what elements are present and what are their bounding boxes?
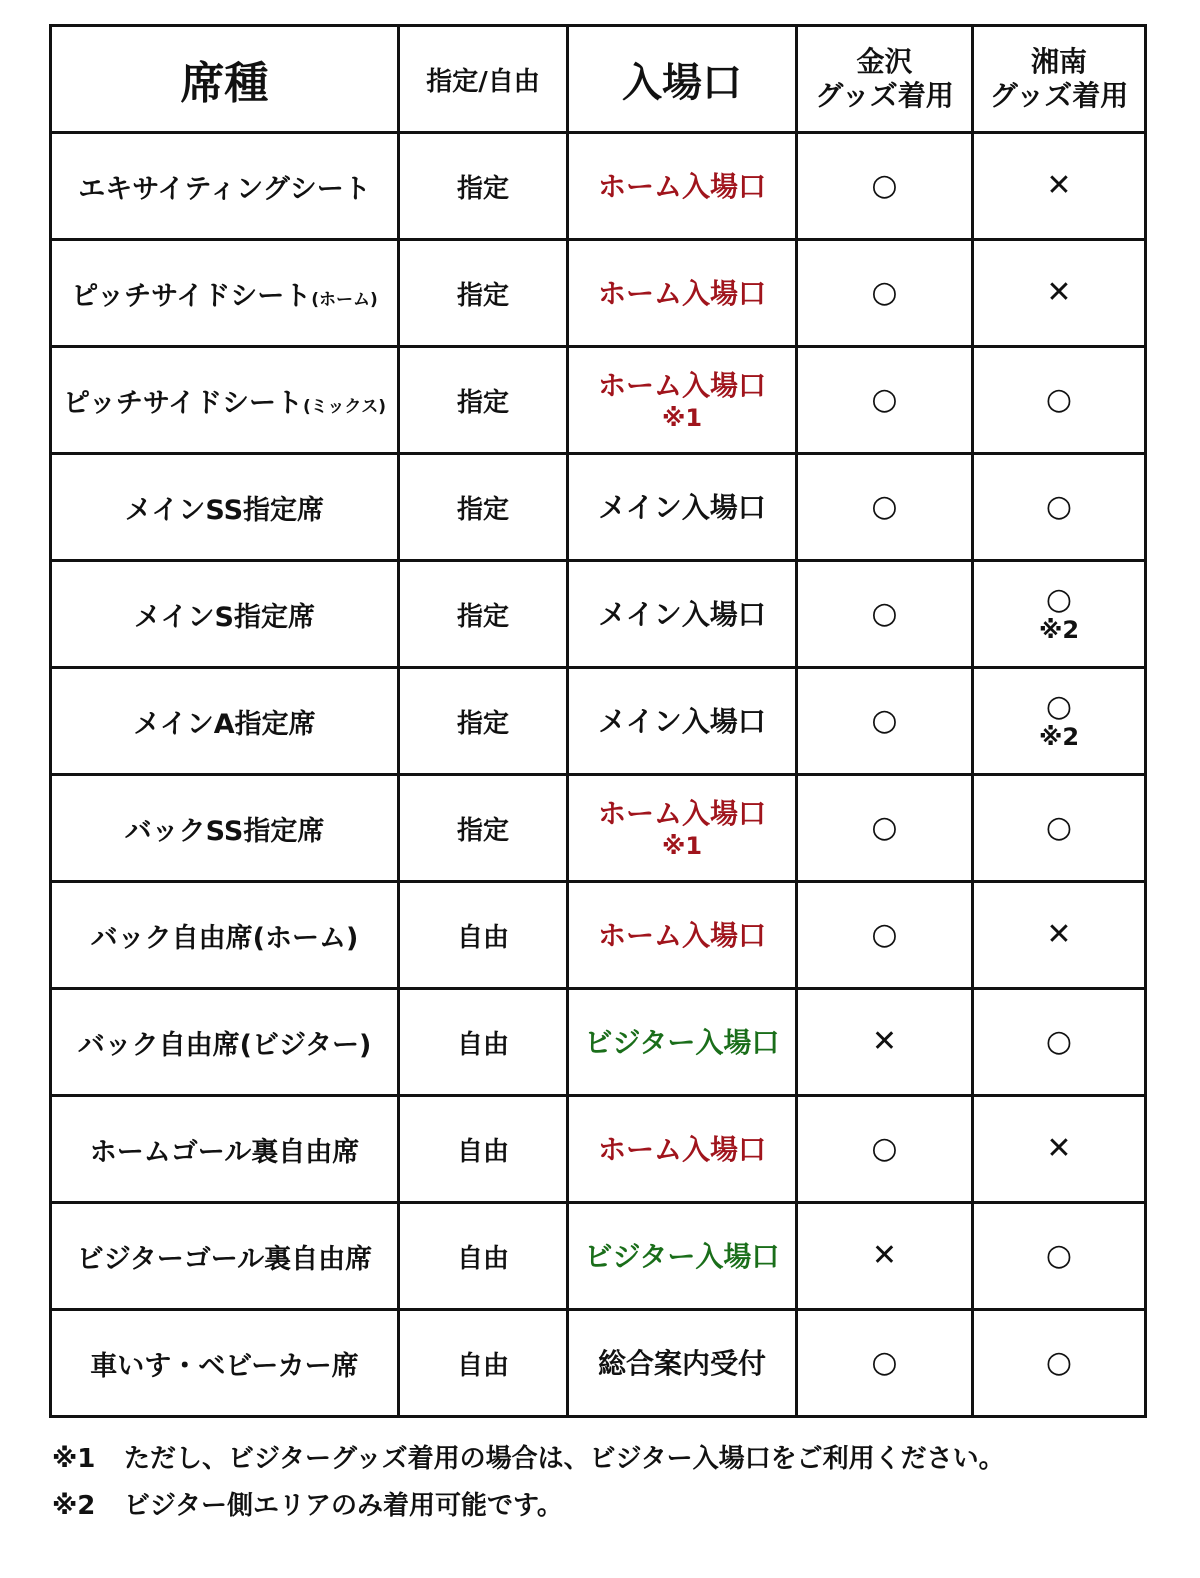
shonan-mark: ○ xyxy=(1045,1023,1073,1059)
header-type: 指定/自由 xyxy=(399,26,568,133)
shonan-cell xyxy=(973,668,1146,775)
gate-name: ホーム入場口 xyxy=(597,796,766,830)
header-shonan-line1: 湘南 xyxy=(1030,45,1087,79)
shonan-cell xyxy=(973,454,1146,561)
gate-name: メイン入場口 xyxy=(598,597,766,631)
kanazawa-cell xyxy=(797,561,973,668)
seat-type: 指定 xyxy=(399,668,568,775)
kanazawa-cell xyxy=(797,347,973,454)
seat-type: 指定 xyxy=(399,133,568,240)
kanazawa-cell xyxy=(797,882,973,989)
seat-type: 自由 xyxy=(399,989,568,1096)
seat-name: バックSS指定席 xyxy=(124,815,325,847)
seat-name: ピッチサイドシート xyxy=(71,280,312,312)
seat-table xyxy=(49,24,1147,1418)
shonan-cell xyxy=(973,561,1146,668)
table-row xyxy=(51,775,1146,882)
shonan-cell xyxy=(973,1310,1146,1417)
shonan-cell xyxy=(973,882,1146,989)
gate-cell xyxy=(568,133,797,240)
gate-note: ※1 xyxy=(661,831,703,860)
shonan-cell xyxy=(973,989,1146,1096)
seat-name-cell xyxy=(51,454,399,561)
seat-name-cell xyxy=(51,240,399,347)
seat-name-cell xyxy=(51,882,399,989)
gate-cell xyxy=(568,1203,797,1310)
gate-note: ※1 xyxy=(661,403,703,432)
footnote-2-id: ※2 xyxy=(52,1491,96,1521)
table-row xyxy=(51,347,1146,454)
gate-cell xyxy=(568,240,797,347)
seat-type: 指定 xyxy=(399,240,568,347)
seat-name-cell xyxy=(51,561,399,668)
footnote-2 xyxy=(52,1483,1005,1530)
kanazawa-mark: ○ xyxy=(871,488,898,524)
gate-name: ホーム入場口 xyxy=(597,918,766,952)
gate-name: ビジター入場口 xyxy=(584,1025,780,1059)
seat-name: メインA指定席 xyxy=(133,708,316,740)
header-seat: 席種 xyxy=(51,26,399,133)
kanazawa-mark: ✕ xyxy=(871,1023,898,1059)
table-row xyxy=(51,1310,1146,1417)
seat-name: ビジターゴール裏自由席 xyxy=(76,1243,373,1275)
kanazawa-cell xyxy=(797,989,973,1096)
seat-name: 車いす・ベビーカー席 xyxy=(90,1350,359,1382)
seat-name: バック自由席(ビジター) xyxy=(77,1029,372,1061)
table-row xyxy=(51,1096,1146,1203)
kanazawa-cell xyxy=(797,454,973,561)
shonan-mark: ○ xyxy=(1045,1344,1073,1380)
gate-cell xyxy=(568,989,797,1096)
seat-type: 指定 xyxy=(399,347,568,454)
gate-cell xyxy=(568,882,797,989)
seat-name: メインSS指定席 xyxy=(124,494,325,526)
shonan-cell xyxy=(973,1203,1146,1310)
gate-name: メイン入場口 xyxy=(598,490,766,524)
seat-type: 自由 xyxy=(399,1096,568,1203)
footnotes xyxy=(52,1436,1005,1530)
table-row xyxy=(51,240,1146,347)
gate-name: 総合案内受付 xyxy=(597,1346,766,1380)
header-kanazawa xyxy=(797,26,973,133)
footnote-1-text: ただし、ビジターグッズ着用の場合は、ビジター入場口をご利用ください。 xyxy=(124,1444,1005,1474)
kanazawa-cell xyxy=(797,1203,973,1310)
gate-cell xyxy=(568,347,797,454)
header-row xyxy=(51,26,1146,133)
header-shonan-line2: グッズ着用 xyxy=(989,79,1129,112)
kanazawa-mark: ○ xyxy=(871,381,898,417)
shonan-mark: ○ xyxy=(1045,488,1073,524)
seat-name-cell xyxy=(51,1310,399,1417)
seat-name-cell xyxy=(51,133,399,240)
kanazawa-cell xyxy=(797,133,973,240)
header-kanazawa-line1: 金沢 xyxy=(856,45,913,79)
gate-cell xyxy=(568,454,797,561)
shonan-mark: ○ xyxy=(1045,688,1073,724)
seat-name-cell xyxy=(51,668,399,775)
kanazawa-mark: ○ xyxy=(871,167,898,203)
shonan-mark: ○ xyxy=(1045,809,1073,845)
seat-name-cell xyxy=(51,347,399,454)
seat-type: 指定 xyxy=(399,561,568,668)
kanazawa-mark: ✕ xyxy=(871,1237,898,1273)
kanazawa-cell xyxy=(797,1310,973,1417)
table-row xyxy=(51,1203,1146,1310)
seat-type: 指定 xyxy=(399,775,568,882)
seat-type: 自由 xyxy=(399,1310,568,1417)
seat-name: ホームゴール裏自由席 xyxy=(89,1136,360,1168)
table-row xyxy=(51,454,1146,561)
gate-name: ホーム入場口 xyxy=(597,169,766,203)
footnote-1-id: ※1 xyxy=(52,1444,96,1474)
gate-cell xyxy=(568,668,797,775)
shonan-cell xyxy=(973,775,1146,882)
seat-name-cell xyxy=(51,989,399,1096)
seat-name-cell xyxy=(51,1203,399,1310)
shonan-cell xyxy=(973,347,1146,454)
header-kanazawa-line2: グッズ着用 xyxy=(815,79,954,112)
seat-name-sub: (ホーム) xyxy=(311,289,378,310)
seat-name-cell xyxy=(51,775,399,882)
table-row xyxy=(51,882,1146,989)
shonan-mark: ✕ xyxy=(1046,167,1072,203)
kanazawa-mark: ○ xyxy=(871,1344,898,1380)
kanazawa-cell xyxy=(797,1096,973,1203)
kanazawa-cell xyxy=(797,240,973,347)
seat-name: ピッチサイドシート xyxy=(62,387,303,419)
shonan-mark: ✕ xyxy=(1046,916,1072,952)
shonan-cell xyxy=(973,240,1146,347)
seat-name: エキサイティングシート xyxy=(78,173,371,205)
table-row xyxy=(51,989,1146,1096)
seat-type: 自由 xyxy=(399,1203,568,1310)
seat-type: 指定 xyxy=(399,454,568,561)
kanazawa-cell xyxy=(797,775,973,882)
table-row xyxy=(51,668,1146,775)
gate-cell xyxy=(568,561,797,668)
shonan-mark: ○ xyxy=(1045,1237,1073,1273)
shonan-note: ※2 xyxy=(1038,616,1080,645)
seat-type: 自由 xyxy=(399,882,568,989)
kanazawa-cell xyxy=(797,668,973,775)
header-shonan xyxy=(973,26,1146,133)
kanazawa-mark: ○ xyxy=(871,1130,898,1166)
table-row xyxy=(51,133,1146,240)
shonan-cell xyxy=(973,133,1146,240)
gate-cell xyxy=(568,1310,797,1417)
shonan-note: ※2 xyxy=(1038,723,1080,752)
gate-name: ビジター入場口 xyxy=(584,1239,780,1273)
seat-name: バック自由席(ホーム) xyxy=(90,922,359,954)
table-row xyxy=(51,561,1146,668)
shonan-mark: ○ xyxy=(1045,381,1073,417)
gate-name: メイン入場口 xyxy=(598,704,766,738)
seat-name-sub: (ミックス) xyxy=(303,396,387,417)
gate-cell xyxy=(568,1096,797,1203)
kanazawa-mark: ○ xyxy=(871,916,898,952)
kanazawa-mark: ○ xyxy=(871,595,898,631)
shonan-mark: ✕ xyxy=(1046,1130,1072,1166)
seat-name-cell xyxy=(51,1096,399,1203)
gate-name: ホーム入場口 xyxy=(597,1132,766,1166)
kanazawa-mark: ○ xyxy=(871,809,898,845)
shonan-mark: ✕ xyxy=(1046,274,1072,310)
header-gate: 入場口 xyxy=(568,26,797,133)
kanazawa-mark: ○ xyxy=(871,274,898,310)
seat-name: メインS指定席 xyxy=(134,601,315,633)
footnote-2-text: ビジター側エリアのみ着用可能です。 xyxy=(124,1491,563,1521)
kanazawa-mark: ○ xyxy=(871,702,898,738)
shonan-mark: ○ xyxy=(1045,581,1073,617)
gate-name: ホーム入場口 xyxy=(597,276,766,310)
shonan-cell xyxy=(973,1096,1146,1203)
footnote-1 xyxy=(52,1436,1005,1483)
gate-name: ホーム入場口 xyxy=(597,368,766,402)
gate-cell xyxy=(568,775,797,882)
